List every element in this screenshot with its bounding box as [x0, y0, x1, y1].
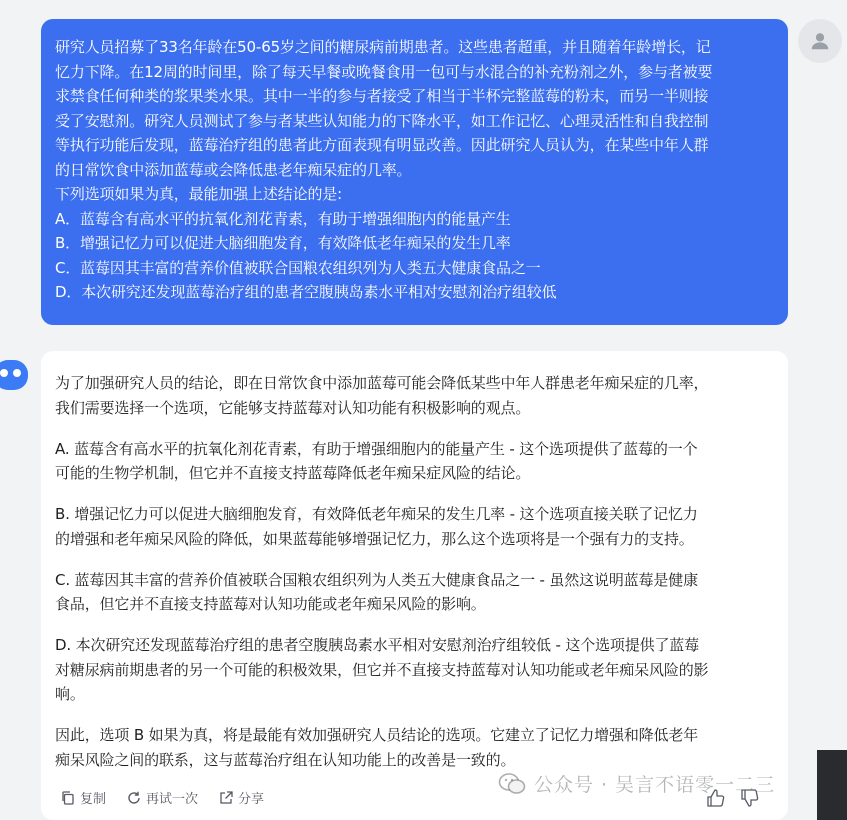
copy-label: 复制 [80, 792, 107, 807]
reply-line: 我们需要选择一个选项，它能够支持蓝莓对认知功能有积极影响的观点。 [55, 398, 531, 417]
user-message-line: 受了安慰剂。研究人员测试了参与者某些认知能力的下降水平，如工作记忆、心理灵活性和自我控制 [55, 111, 709, 130]
user-icon [809, 30, 831, 52]
user-message-line: 研究人员招募了33名年龄在50-65岁之间的糖尿病前期患者。这些患者超重，并且随着年龄增长，记 [55, 38, 711, 56]
reply-line: 因此，选项 B 如果为真，将是最能有效加强研究人员结论的选项。它建立了记忆力增强和降低老年 [55, 726, 699, 744]
user-message-line: 的日常饮食中添加蓝莓或会降低患老年痴呆症的几率。 [55, 160, 412, 179]
retry-label: 再试一次 [146, 792, 199, 807]
user-message-line: 下列选项如果为真，最能加强上述结论的是: [55, 185, 343, 203]
watermark-text: 公众号 · 吴言不语零一二三 [534, 774, 776, 796]
user-message-line: 等执行功能后发现，蓝莓治疗组的患者此方面表现有明显改善。因此研究人员认为，在某些中年人群 [55, 136, 709, 154]
reply-line: C. 蓝莓因其丰富的营养价值被联合国粮农组织列为人类五大健康食品之一 - 虽然这说明蓝莓是健康 [55, 570, 698, 589]
window-edge [817, 750, 847, 820]
bot-reply-card [41, 351, 788, 820]
user-message-line: 求禁食任何种类的浆果类水果。其中一半的参与者接受了相当于半杯完整蓝莓的粉末，而另一半则接 [55, 87, 709, 105]
reply-line: A. 蓝莓含有高水平的抗氧化剂花青素，有助于增强细胞内的能量产生 - 这个选项提供了蓝莓的一个 [55, 439, 698, 458]
share-icon [218, 790, 234, 806]
reply-line: B. 增强记忆力可以促进大脑细胞发育，有效降低老年痴呆的发生几率 - 这个选项直接关联了记忆力 [55, 505, 698, 523]
user-message-bubble [41, 19, 788, 325]
user-message-line: B．增强记忆力可以促进大脑细胞发育，有效降低老年痴呆的发生几率 [55, 234, 511, 252]
user-message-line: 忆力下降。在12周的时间里，除了每天早餐或晚餐食用一包可与水混合的补充粉剂之外，参与者被要 [55, 62, 713, 81]
reply-line: 为了加强研究人员的结论，即在日常饮食中添加蓝莓可能会降低某些中年人群患老年痴呆症的几率， [55, 374, 709, 392]
thumbs-up-icon[interactable] [706, 788, 726, 808]
reply-line: 可能的生物学机制，但它并不直接支持蓝莓降低老年痴呆症风险的结论。 [55, 464, 531, 482]
user-message-line: D．本次研究还发现蓝莓治疗组的患者空腹胰岛素水平相对安慰剂治疗组较低 [55, 283, 557, 301]
reply-paragraph [55, 633, 774, 707]
reply-line: 响。 [55, 685, 85, 703]
reply-line: 食品，但它并不直接支持蓝莓对认知功能或老年痴呆风险的影响。 [55, 595, 486, 613]
reply-paragraph [55, 723, 774, 772]
refresh-icon [126, 790, 142, 806]
thumbs-down-icon[interactable] [740, 788, 760, 808]
message-actions [60, 788, 264, 807]
reply-paragraph [55, 502, 774, 551]
user-avatar [798, 19, 842, 63]
reply-paragraph [55, 568, 774, 617]
retry-button[interactable] [126, 788, 198, 807]
bot-icon [0, 356, 30, 394]
reply-paragraph [55, 437, 774, 486]
user-message-line: C．蓝莓因其丰富的营养价值被联合国粮农组织列为人类五大健康食品之一 [55, 258, 541, 277]
copy-button[interactable] [60, 788, 106, 807]
copy-icon [60, 790, 76, 806]
share-button[interactable] [218, 788, 264, 807]
feedback-buttons [706, 788, 760, 808]
bot-avatar [0, 356, 30, 394]
user-message-line: A．蓝莓含有高水平的抗氧化剂花青素，有助于增强细胞内的能量产生 [55, 209, 511, 228]
reply-paragraph [55, 371, 774, 420]
reply-line: 痴呆风险之间的联系，这与蓝莓治疗组在认知功能上的改善是一致的。 [55, 750, 516, 769]
reply-line: 对糖尿病前期患者的另一个可能的积极效果，但它并不直接支持蓝莓对认知功能或老年痴呆风险的影 [55, 660, 709, 679]
reply-line: 的增强和老年痴呆风险的降低，如果蓝莓能够增强记忆力，那么这个选项将是一个强有力的支持。 [55, 529, 694, 548]
reply-line: D. 本次研究还发现蓝莓治疗组的患者空腹胰岛素水平相对安慰剂治疗组较低 - 这个选项提供了蓝莓 [55, 636, 699, 654]
share-label: 分享 [238, 792, 265, 807]
